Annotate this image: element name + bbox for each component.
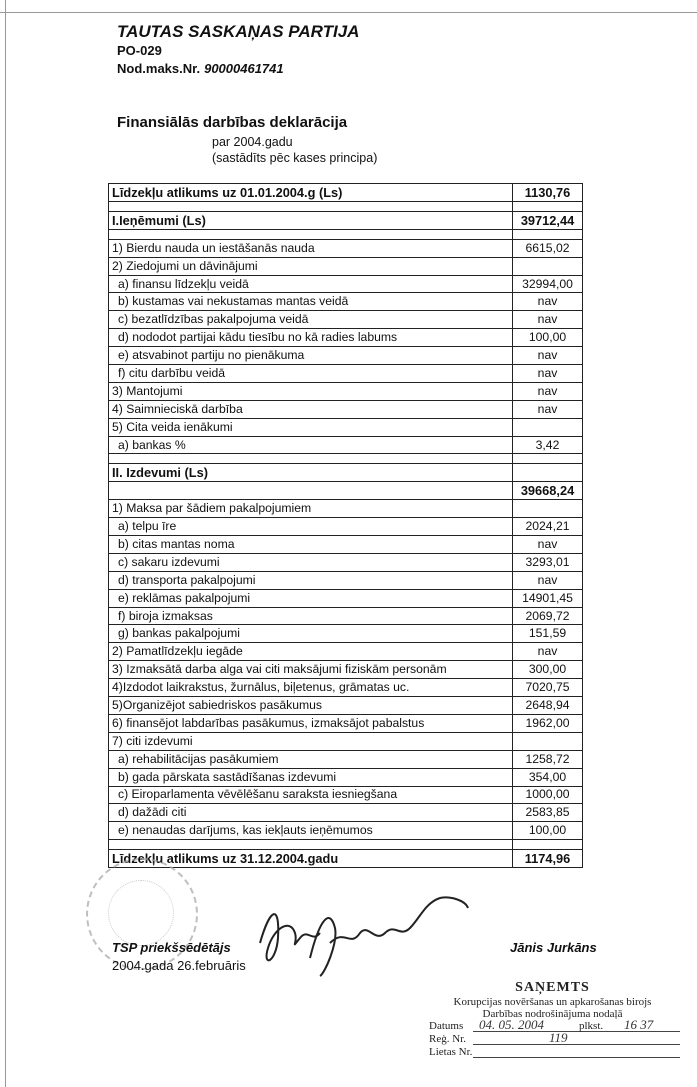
spacer-row (109, 201, 583, 211)
signing-date: 2004.gada 26.februāris (112, 958, 246, 973)
spacer-row (109, 229, 583, 239)
expense-row (109, 786, 583, 804)
registration-line (429, 1030, 680, 1046)
row-label: 3) Mantojumi (109, 382, 513, 400)
row-label: 1) Maksa par šādiem pakalpojumiem (109, 500, 513, 518)
case-line (429, 1046, 680, 1059)
expense-row (109, 804, 583, 822)
row-label: 2) Pamatlīdzekļu iegāde (109, 643, 513, 661)
row-value (513, 418, 583, 436)
row-label: Līdzekļu atlikums uz 01.01.2004.g (Ls) (109, 184, 513, 202)
received-stamp (425, 980, 680, 1059)
row-label: g) bankas pakalpojumi (109, 625, 513, 643)
row-value: 2648,94 (513, 697, 583, 715)
row-label: 4)Izdodot laikrakstus, žurnālus, biļetenus, grāmatas uc. (109, 679, 513, 697)
date-handwritten: 04. 05. 2004 (479, 1017, 544, 1032)
row-label: 2) Ziedojumi un dāvinājumi (109, 257, 513, 275)
row-value (513, 257, 583, 275)
expense-row (109, 536, 583, 554)
time-handwritten: 16 37 (624, 1017, 654, 1032)
expense-row (109, 768, 583, 786)
row-label: c) Eiroparlamenta vēvēlēšanu saraksta iesniegšana (109, 786, 513, 804)
received-stamp-office: Korupcijas novēršanas un apkarošanas birojs (453, 996, 652, 1008)
row-label: 4) Saimnieciskā darbība (109, 400, 513, 418)
row-value: nav (513, 311, 583, 329)
income-row (109, 239, 583, 257)
row-label (109, 201, 513, 211)
row-value (513, 229, 583, 239)
expenses-total-row (109, 482, 583, 500)
reg-rule (473, 1044, 680, 1045)
row-value: nav (513, 347, 583, 365)
expense-row (109, 822, 583, 840)
closing-balance-row (109, 850, 583, 868)
row-label: c) sakaru izdevumi (109, 553, 513, 571)
expense-row (109, 697, 583, 715)
row-value: 100,00 (513, 822, 583, 840)
row-value: 354,00 (513, 768, 583, 786)
row-value: 32994,00 (513, 275, 583, 293)
row-value: 1174,96 (513, 850, 583, 868)
income-row (109, 293, 583, 311)
income-row (109, 275, 583, 293)
row-label: a) telpu īre (109, 518, 513, 536)
row-label: I.Ieņēmumi (Ls) (109, 211, 513, 229)
received-stamp-title: SAŅEMTS (515, 980, 590, 995)
expense-row (109, 625, 583, 643)
signer-name: Jānis Jurkāns (510, 940, 597, 955)
expense-row (109, 553, 583, 571)
row-value: 39712,44 (513, 211, 583, 229)
row-label: d) dažādi citi (109, 804, 513, 822)
row-label: d) transporta pakalpojumi (109, 571, 513, 589)
row-value: nav (513, 365, 583, 383)
row-label: 6) finansējot labdarības pasākumus, izmaksājot pabalstus (109, 714, 513, 732)
row-label: II. Izdevumi (Ls) (109, 464, 513, 482)
expense-row (109, 679, 583, 697)
row-value: nav (513, 293, 583, 311)
received-stamp-department: Darbības nodrošinājuma nodaļā (482, 1008, 623, 1020)
document-title: Finansiālās darbības deklarācija (117, 114, 348, 131)
expense-row (109, 500, 583, 518)
row-value (513, 500, 583, 518)
row-value: 3293,01 (513, 553, 583, 571)
row-value: nav (513, 382, 583, 400)
financial-table (108, 183, 583, 868)
expense-row (109, 589, 583, 607)
row-value: 3,42 (513, 436, 583, 454)
row-value (513, 464, 583, 482)
row-value: 14901,45 (513, 589, 583, 607)
income-row (109, 382, 583, 400)
document-year: par 2004.gadu (212, 135, 293, 149)
income-row (109, 418, 583, 436)
row-label (109, 840, 513, 850)
row-label (109, 229, 513, 239)
reg-handwritten: 119 (549, 1030, 568, 1045)
expense-row (109, 732, 583, 750)
opening-balance-row (109, 184, 583, 202)
spacer-row (109, 840, 583, 850)
expense-row (109, 750, 583, 768)
tax-number: 90000461741 (204, 61, 284, 76)
expense-row (109, 643, 583, 661)
row-value: 100,00 (513, 329, 583, 347)
row-label: e) reklāmas pakalpojumi (109, 589, 513, 607)
income-total-row (109, 211, 583, 229)
row-label: 3) Izmaksātā darba alga vai citi maksājumi fiziskām personām (109, 661, 513, 679)
income-row (109, 400, 583, 418)
expense-row (109, 607, 583, 625)
row-label: a) rehabilitācijas pasākumiem (109, 750, 513, 768)
row-label: 1) Bierdu nauda un iestāšanās nauda (109, 239, 513, 257)
row-label: 5)Organizējot sabiedriskos pasākumus (109, 697, 513, 715)
spacer-row (109, 454, 583, 464)
row-label: b) gada pārskata sastādīšanas izdevumi (109, 768, 513, 786)
row-label: b) kustamas vai nekustamas mantas veidā (109, 293, 513, 311)
income-row (109, 329, 583, 347)
row-value: 2024,21 (513, 518, 583, 536)
row-label: e) nenaudas darījums, kas iekļauts ieņēmumos (109, 822, 513, 840)
row-label (109, 482, 513, 500)
scan-top-border (0, 0, 697, 13)
row-value (513, 732, 583, 750)
case-rule (473, 1057, 680, 1058)
row-label: Līdzekļu atlikums uz 31.12.2004.gadu (109, 850, 513, 868)
row-label: a) bankas % (109, 436, 513, 454)
row-label: a) finansu līdzekļu veidā (109, 275, 513, 293)
tax-label: Nod.maks.Nr. (117, 61, 201, 76)
income-row (109, 311, 583, 329)
expense-row (109, 714, 583, 732)
expenses-heading-row (109, 464, 583, 482)
row-label: e) atsvabinot partiju no pienākuma (109, 347, 513, 365)
chair-title: TSP priekšsēdētājs (112, 940, 231, 955)
time-label: plkst. (579, 1020, 604, 1032)
handwritten-signature (250, 888, 480, 978)
expense-row (109, 661, 583, 679)
income-row (109, 257, 583, 275)
date-label: Datums (429, 1020, 464, 1032)
reg-label: Reģ. Nr. (429, 1033, 466, 1045)
row-label: f) citu darbību veidā (109, 365, 513, 383)
row-value (513, 201, 583, 211)
organization-name: TAUTAS SASKAŅAS PARTIJA (117, 22, 360, 41)
row-value: 39668,24 (513, 482, 583, 500)
row-label: d) nododot partijai kādu tiesību no kā radies labums (109, 329, 513, 347)
expense-row (109, 518, 583, 536)
scan-left-border (5, 0, 6, 1087)
expense-row (109, 571, 583, 589)
row-value (513, 454, 583, 464)
row-value: 300,00 (513, 661, 583, 679)
row-value: 2069,72 (513, 607, 583, 625)
row-value: 151,59 (513, 625, 583, 643)
row-value: 1962,00 (513, 714, 583, 732)
row-value: nav (513, 643, 583, 661)
row-label: b) citas mantas noma (109, 536, 513, 554)
row-value: 1130,76 (513, 184, 583, 202)
income-row (109, 365, 583, 383)
row-value (513, 840, 583, 850)
row-label: 5) Cita veida ienākumi (109, 418, 513, 436)
organization-code: PO-029 (117, 43, 162, 58)
case-label: Lietas Nr. (429, 1046, 473, 1058)
row-value: 1000,00 (513, 786, 583, 804)
row-label: f) biroja izmaksas (109, 607, 513, 625)
row-value: 7020,75 (513, 679, 583, 697)
row-value: 6615,02 (513, 239, 583, 257)
financial-table-body (109, 184, 583, 868)
row-value: 1258,72 (513, 750, 583, 768)
row-label (109, 454, 513, 464)
income-row (109, 347, 583, 365)
row-label: 7) citi izdevumi (109, 732, 513, 750)
income-row (109, 436, 583, 454)
tax-number-line (117, 61, 284, 76)
row-value: 2583,85 (513, 804, 583, 822)
row-value: nav (513, 400, 583, 418)
row-value: nav (513, 571, 583, 589)
row-value: nav (513, 536, 583, 554)
document-basis: (sastādīts pēc kases principa) (212, 151, 378, 165)
row-label: c) bezatlīdzības pakalpojuma veidā (109, 311, 513, 329)
